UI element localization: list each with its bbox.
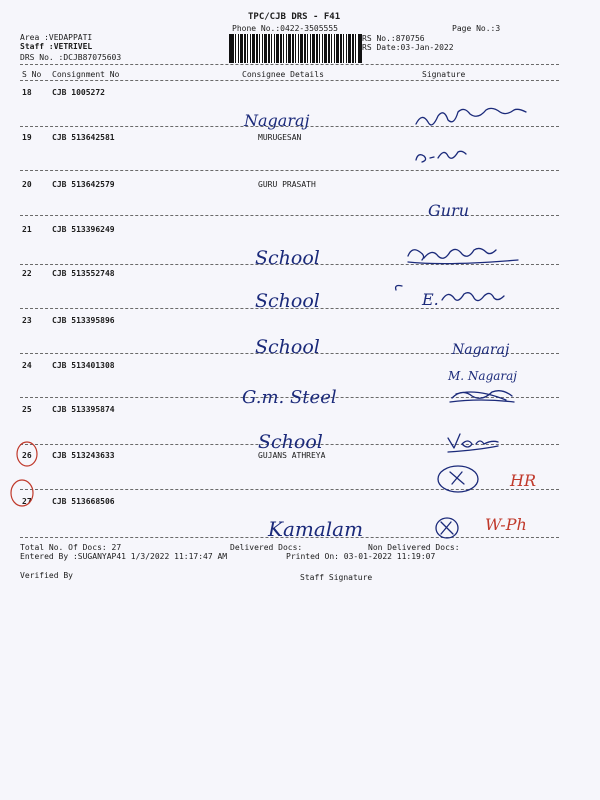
printed-on: Printed On: 03-01-2022 11:19:07: [286, 552, 436, 561]
total-docs: Total No. Of Docs: 27: [20, 543, 122, 552]
row-sno: 26: [22, 451, 32, 460]
row-sno: 19: [22, 133, 32, 142]
rs-number: RS No.:870756: [362, 34, 425, 43]
row-consignment: CJB 513552748: [52, 269, 115, 278]
page-number: Page No.:3: [452, 24, 501, 33]
row-consignment: CJB 513642579: [52, 180, 115, 189]
handwritten-name: School: [258, 431, 323, 453]
col-consignee: Consignee Details: [242, 70, 324, 79]
row-consignment: CJB 513396249: [52, 225, 115, 234]
signature-scribble: [396, 286, 504, 301]
handwritten-red-note: W-Ph: [485, 515, 527, 534]
row-consignee: GUJANS ATHREYA: [258, 451, 326, 460]
row-sno: 23: [22, 316, 32, 325]
row-consignment: CJB 513395874: [52, 405, 115, 414]
signature-scribble: [450, 472, 464, 484]
non-delivered-docs: Non Delivered Docs:: [368, 543, 460, 552]
handwritten-name: School: [255, 247, 320, 269]
row-sno: 18: [22, 88, 32, 97]
red-circle-mark: [17, 442, 37, 466]
row-consignee: GURU PRASATH: [258, 180, 316, 189]
row-consignment: CJB 513401308: [52, 361, 115, 370]
handwritten-name: School: [255, 336, 320, 358]
row-consignment: CJB 513395896: [52, 316, 115, 325]
rs-date: RS Date:03-Jan-2022: [362, 43, 454, 52]
area-label: Area :VEDAPPATI: [20, 33, 93, 42]
signature-scribble: [448, 434, 498, 452]
document-title: TPC/CJB DRS - F41: [248, 12, 341, 22]
staff-signature-label: Staff Signature: [300, 573, 373, 582]
entered-by: Entered By :SUGANYAP41 1/3/2022 11:17:47 AM: [20, 552, 228, 561]
handwritten-signature: M. Nagaraj: [448, 369, 518, 383]
signature-scribble: [416, 108, 526, 125]
row-sno: 24: [22, 361, 32, 370]
row-sno: 20: [22, 180, 32, 189]
handwritten-name: Kamalam: [268, 517, 364, 541]
row-consignment: CJB 513243633: [52, 451, 115, 460]
col-sno: S No: [22, 70, 42, 79]
col-consignment: Consignment No: [52, 70, 120, 79]
row-sno: 25: [22, 405, 32, 414]
row-sno: 21: [22, 225, 32, 234]
signature-scribble: [408, 248, 518, 263]
col-signature: Signature: [422, 70, 466, 79]
row-consignee: MURUGESAN: [258, 133, 302, 142]
verified-by: Verified By: [20, 571, 73, 580]
drs-number: DRS No. :DCJB87075603: [20, 53, 122, 62]
row-consignment: CJB 1005272: [52, 88, 105, 97]
row-sno: 27: [22, 497, 32, 506]
row-consignment: CJB 513668506: [52, 497, 115, 506]
handwritten-name: G.m. Steel: [242, 387, 337, 408]
red-circle-mark: [11, 480, 33, 506]
staff-label: Staff :VETRIVEL: [20, 42, 93, 51]
handwritten-signature: E.: [422, 290, 439, 309]
row-consignment: CJB 513642581: [52, 133, 115, 142]
handwritten-signature: Nagaraj: [452, 342, 510, 358]
handwritten-name: Nagaraj: [244, 111, 310, 130]
handwritten-name: School: [255, 290, 320, 312]
phone-number: Phone No.:0422-3505555: [232, 24, 338, 33]
delivered-docs: Delivered Docs:: [230, 543, 303, 552]
signature-scribble: [441, 522, 453, 534]
handwritten-red-note: HR: [510, 471, 536, 490]
handwritten-signature: Guru: [428, 201, 470, 220]
row-sno: 22: [22, 269, 32, 278]
signature-scribble: [450, 391, 514, 402]
signature-scribble: [416, 151, 466, 162]
